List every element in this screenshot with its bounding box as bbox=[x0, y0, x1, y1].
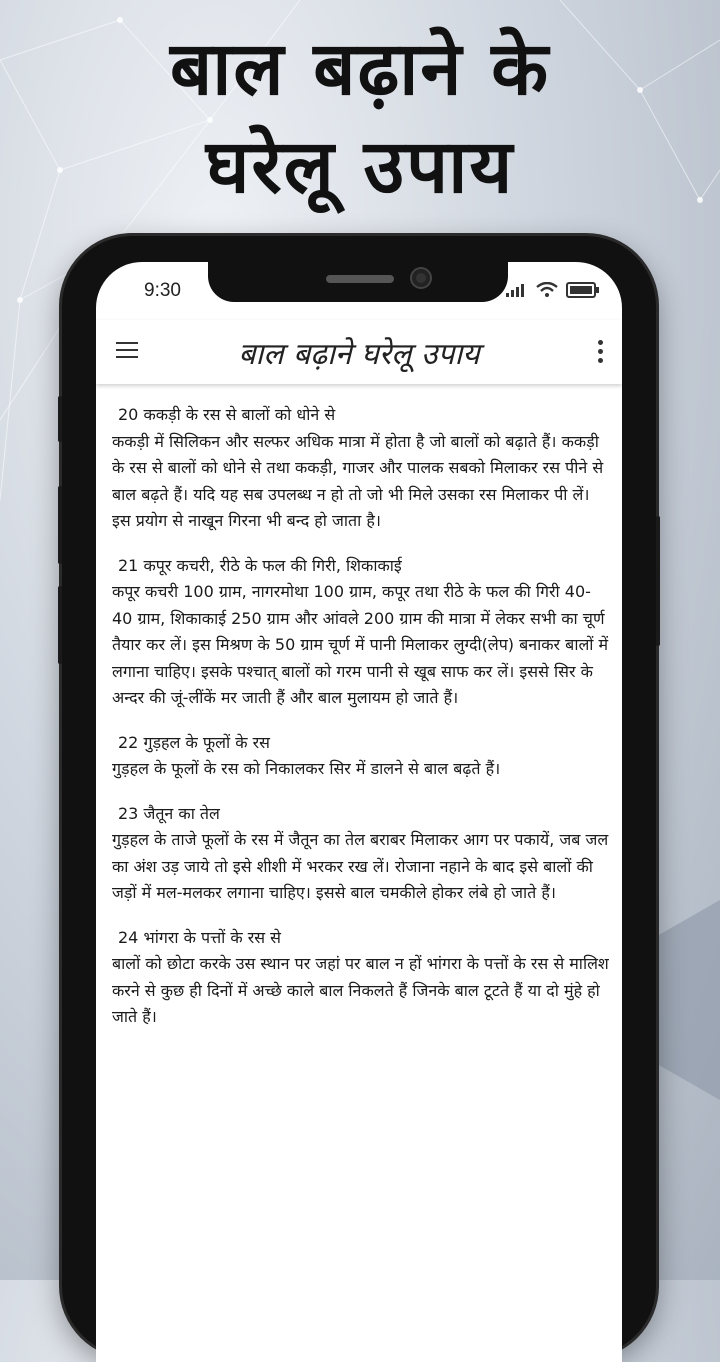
phone-side-button bbox=[58, 396, 62, 442]
entry-body: कपूर कचरी 100 ग्राम, नागरमोथा 100 ग्राम, कपूर तथा रीठे के फल की गिरी 40-40 ग्राम, शिकाकाई 250 ग्राम और आंवले 200 ग्राम की मात्रा में लेकर सभी का चूर्ण तैयार कर लें। इस मिश्रण के 50 ग्राम चूर्ण में पानी मिलाकर लुग्दी(लेप) बनाकर बालों में लगाना चाहिए। इसके पश्चात् बालों को गरम पानी से खूब साफ कर लें। इससे सिर के अन्दर की जूं-लींकें मर जाती हैं और बाल मुलायम हो जाते हैं। bbox=[112, 582, 609, 707]
status-icons bbox=[506, 282, 600, 298]
entry-title: 23 जैतून का तेल bbox=[118, 803, 220, 823]
app-bar bbox=[96, 320, 622, 384]
camera-icon bbox=[412, 269, 430, 287]
entry-body: बालों को छोटा करके उस स्थान पर जहां पर बाल न हों भांगरा के पत्तों के रस से मालिश करने से कुछ ही दिनों में अच्छे काले बाल निकलते हैं जिनके बाल टूटते हैं या दो मुंहे हो जाते हैं। bbox=[112, 954, 609, 1026]
phone-notch bbox=[208, 262, 508, 302]
app-title: बाल बढ़ाने घरेलू उपाय bbox=[238, 337, 480, 372]
article-content bbox=[112, 402, 610, 1049]
promo-title-line1: बाल बढ़ाने के bbox=[169, 26, 551, 112]
list-item bbox=[112, 402, 610, 535]
battery-icon bbox=[566, 282, 600, 298]
entry-title: 20 ककड़ी के रस से बालों को धोने से bbox=[118, 405, 336, 424]
promo-title-line2: घरेलू उपाय bbox=[205, 124, 515, 210]
promo-title bbox=[0, 20, 720, 216]
more-options-icon[interactable] bbox=[598, 340, 604, 366]
list-item bbox=[112, 730, 610, 783]
entry-body: ककड़ी में सिलिकन और सल्फर अधिक मात्रा में होता है जो बालों को बढ़ाते हैं। ककड़ी के रस से बालों को धोने से तथा ककड़ी, गाजर और पालक सबको मिलाकर रस पीने से बाल बढ़ते हैं। यदि यह सब उपलब्ध न हो तो जो भी मिले उसका रस मिलाकर पी लें। इस प्रयोग से नाखून गिरना भी बन्द हो जाता है। bbox=[112, 431, 604, 530]
speaker-grille bbox=[326, 275, 394, 283]
status-time: 9:30 bbox=[144, 280, 181, 301]
entry-body: गुड़हल के ताजे फूलों के रस में जैतून का तेल बराबर मिलाकर आग पर पकायें, जब जल का अंश उड़ जाये तो इसे शीशी में भरकर रख लें। रोजाना नहाने के बाद इसे बालों की जड़ों में मल-मलकर लगाना चाहिए। इससे बाल चमकीले होकर लंबे हो जाते हैं। bbox=[112, 830, 609, 902]
entry-title: 21 कपूर कचरी, रीठे के फल की गिरी, शिकाकाई bbox=[118, 555, 402, 575]
list-item bbox=[112, 801, 610, 907]
phone-side-button bbox=[58, 486, 62, 564]
phone-screen bbox=[96, 262, 622, 1362]
entry-title: 22 गुड़हल के फूलों के रस bbox=[118, 732, 270, 752]
entry-title: 24 भांगरा के पत्तों के रस से bbox=[118, 927, 282, 947]
phone-frame bbox=[62, 236, 656, 1356]
wifi-icon bbox=[536, 282, 558, 298]
entry-body: गुड़हल के फूलों के रस को निकालकर सिर में डालने से बाल बढ़ते हैं। bbox=[112, 759, 501, 778]
phone-side-button bbox=[58, 586, 62, 664]
hamburger-menu-icon[interactable] bbox=[116, 342, 138, 360]
signal-icon bbox=[506, 283, 528, 297]
list-item bbox=[112, 925, 610, 1031]
list-item bbox=[112, 553, 610, 712]
phone-side-button bbox=[656, 516, 660, 646]
